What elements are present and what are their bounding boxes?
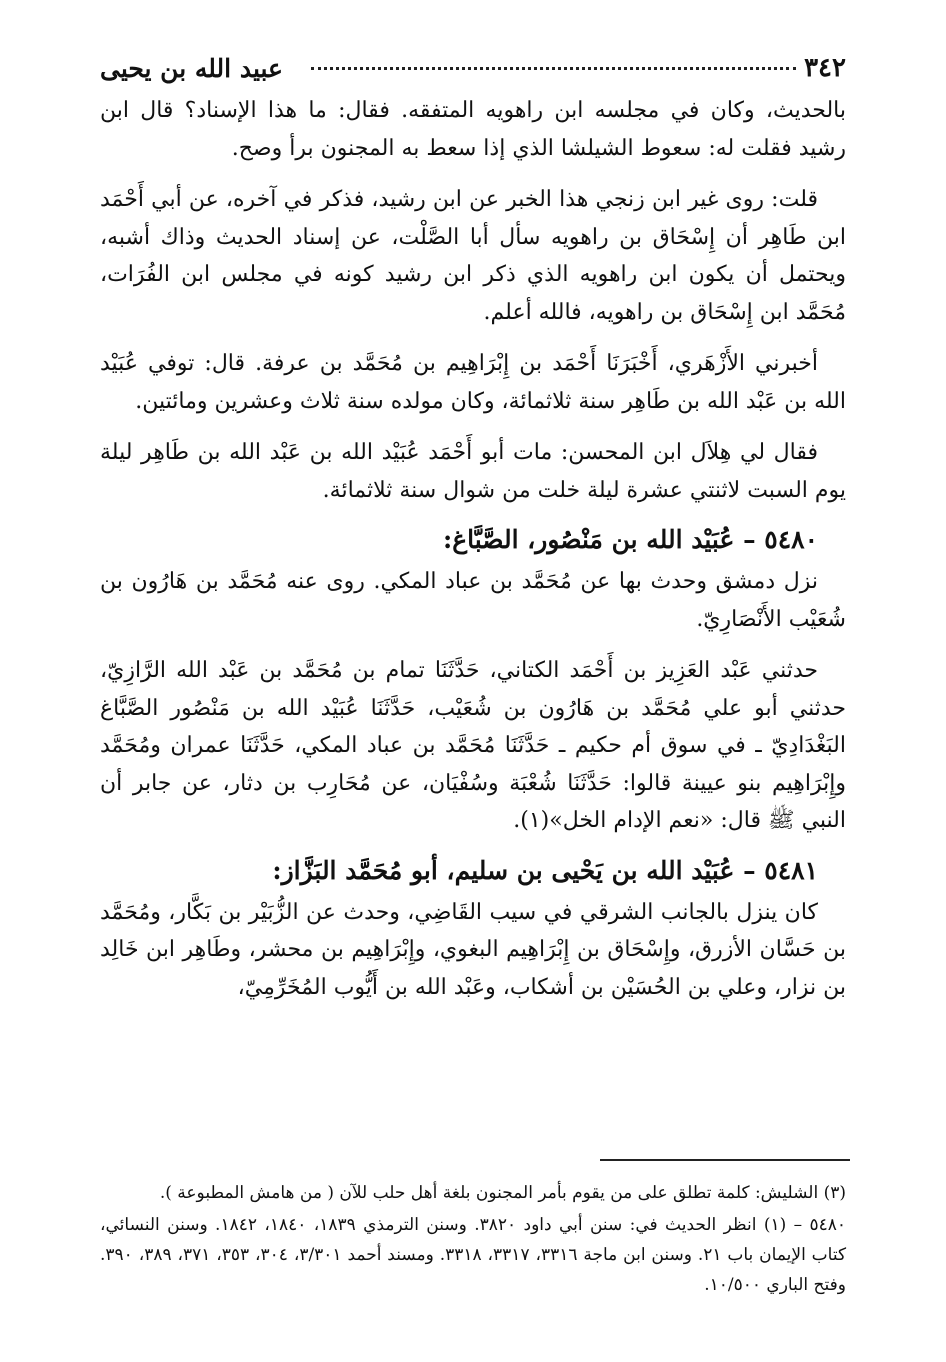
paragraph: نزل دمشق وحدث بها عن مُحَمَّد بن عباد المكي. روى عنه مُحَمَّد بن هَارُون بن شُعَيْب الأَنْصَارِيّ. [100,569,846,632]
running-title: عبيد الله بن يحيى [100,53,283,83]
paragraph: قلت: روى غير ابن زنجي هذا الخبر عن ابن رشيد، فذكر في آخره، عن أبي أَحْمَد ابن طَاهِر أن إِسْحَاق بن راهويه سأل أبا الصَّلْت، عن إسناد الحديث وذاك أشبه، ويحتمل أن يكون ابن راهويه الذي ذكر ابن رشيد كونه في مجلس ابن الفُرَات، مُحَمَّد ابن إِسْحَاق بن راهويه، فالله أعلم. [100,187,846,325]
footnotes [100,1178,846,1300]
footnote: ٥٤٨٠ – (١) انظر الحديث في: سنن أبي داود ٣٨٢٠. وسنن الترمذي ١٨٣٩، ١٨٤٠، ١٨٤٢. وسنن النسائي، كتاب الإيمان باب ٢١. وسنن ابن ماجة ٣٣١٦، ٣٣١٧، ٣٣١٨. ومسند أحمد ٣/٣٠١، ٣٠٤، ٣٥٣، ٣٧١، ٣٨٩، ٣٩٠. وفتح الباري ١٠/٥٠٠. [100,1215,847,1295]
header-leader-dots [311,67,796,70]
entry-heading-5480: ٥٤٨٠ – عُبَيْد الله بن مَنْصُور، الصَّبَّاغ: [442,525,818,554]
footnote-divider [600,1159,850,1161]
paragraph: بالحديث، وكان في مجلسه ابن راهويه المتفقه. فقال: ما هذا الإسناد؟ قال ابن رشيد فقلت له: سعوط الشيلشا الذي إذا سعط به المجنون برأ وصح. [100,98,846,161]
paragraph: حدثني عَبْد العَزِيز بن أَحْمَد الكتاني، حَدَّثَنَا تمام بن مُحَمَّد بن عَبْد الله الرَّازِيّ، حدثني أبو علي مُحَمَّد بن هَارُون بن شُعَيْب، حَدَّثَنَا عُبَيْد الله بن مَنْصُور الصَّبَّاغ البَغْدَادِيّ ـ في سوق أم حكيم ـ حَدَّثَنَا مُحَمَّد بن عباد المكي، حَدَّثَنَا عمران ومُحَمَّد وإِبْرَاهِيم بنو عيينة قالوا: حَدَّثَنَا شُعْبَة وسُفْيَان، عن مُحَارِب بن دثار، عن جابر أن النبي ﷺ قال: «نعم الإدام الخل»(١). [100,658,846,833]
main-text [100,92,846,1006]
paragraph: فقال لي هِلاَل ابن المحسن: مات أبو أَحْمَد عُبَيْد الله بن عَبْد الله بن طَاهِر ليلة يوم السبت لاثنتي عشرة ليلة خلت من شوال سنة ثلاثمائة. [100,440,846,503]
running-header [100,48,846,88]
entry-heading-5481: ٥٤٨١ – عُبَيْد الله بن يَحْيى بن سليم، أبو مُحَمَّد البَزَّاز: [272,855,818,885]
page-number: ٣٤٢ [804,53,846,83]
footnote: (٣) الشليش: كلمة تطلق على من يقوم بأمر المجنون بلغة أهل حلب للآن ( من هامش المطبوعة ). [159,1183,846,1203]
paragraph: أخبرني الأَزْهَري، أَخْبَرَنَا أَحْمَد بن إِبْرَاهِيم بن مُحَمَّد بن عرفة. قال: توفي عُبَيْد الله بن عَبْد الله بن طَاهِر سنة ثلاثمائة، وكان مولده سنة ثلاث وعشرين ومائتين. [100,351,846,414]
paragraph: كان ينزل بالجانب الشرقي في سيب القَاضِي، وحدث عن الزُّبَيْر بن بَكَّار، ومُحَمَّد بن حَسَّان الأزرق، وإِسْحَاق بن إِبْرَاهِيم البغوي، وإِبْرَاهِيم بن محشر، وطَاهِر ابن خَالِد بن نزار، وعلي بن الحُسَيْن بن أشكاب، وعَبْد الله بن أَيُّوب المُخَرِّمِيّ، [100,899,846,1000]
